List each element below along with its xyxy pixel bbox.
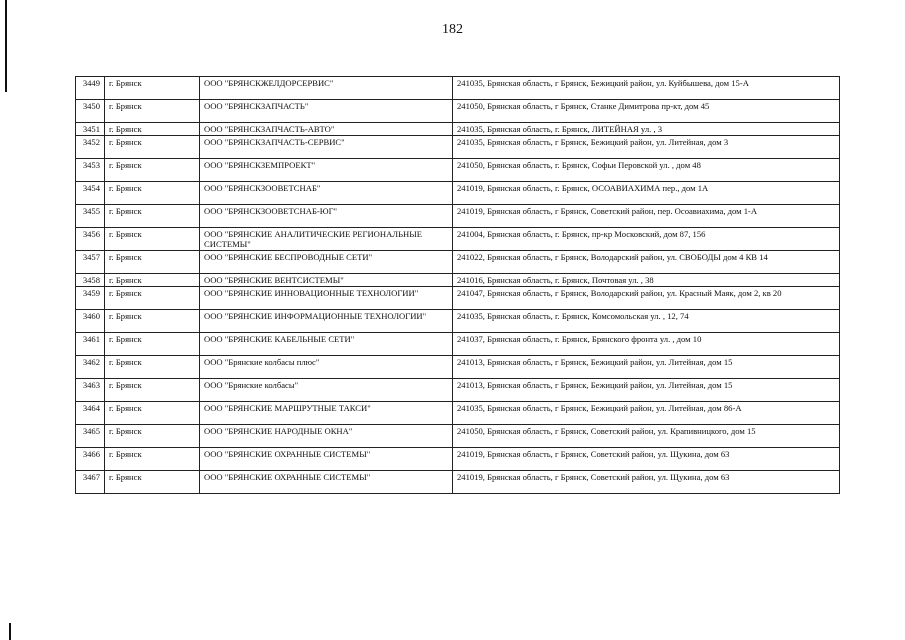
row-number: 3451 [76, 123, 105, 136]
row-number: 3458 [76, 274, 105, 287]
row-number: 3454 [76, 182, 105, 205]
table-row [76, 123, 840, 136]
row-city: г. Брянск [105, 287, 200, 310]
table-row [76, 471, 840, 494]
table-row [76, 356, 840, 379]
row-city: г. Брянск [105, 228, 200, 251]
row-city: г. Брянск [105, 205, 200, 228]
table-row [76, 287, 840, 310]
row-organization-name: ООО "БРЯНСКИЕ НАРОДНЫЕ ОКНА" [200, 425, 453, 448]
row-city: г. Брянск [105, 77, 200, 100]
row-address: 241019, Брянская область, г. Брянск, ОСОАВИАХИМА пер., дом 1А [453, 182, 840, 205]
table-row [76, 402, 840, 425]
table-row [76, 274, 840, 287]
table-row [76, 100, 840, 123]
table-row [76, 379, 840, 402]
row-city: г. Брянск [105, 333, 200, 356]
row-city: г. Брянск [105, 136, 200, 159]
row-organization-name: ООО "БРЯНСКИЕ КАБЕЛЬНЫЕ СЕТИ" [200, 333, 453, 356]
row-address: 241016, Брянская область, г. Брянск, Почтовая ул. , 38 [453, 274, 840, 287]
row-address: 241022, Брянская область, г Брянск, Володарский район, ул. СВОБОДЫ дом 4 КВ 14 [453, 251, 840, 274]
row-address: 241050, Брянская область, г. Брянск, Софьи Перовской ул. , дом 48 [453, 159, 840, 182]
row-city: г. Брянск [105, 182, 200, 205]
row-organization-name: ООО "БРЯНСКЗЕМПРОЕКТ" [200, 159, 453, 182]
row-city: г. Брянск [105, 159, 200, 182]
row-address: 241035, Брянская область, г. Брянск, Комсомольская ул. , 12, 74 [453, 310, 840, 333]
row-city: г. Брянск [105, 356, 200, 379]
row-number: 3455 [76, 205, 105, 228]
row-organization-name: ООО "Брянские колбасы" [200, 379, 453, 402]
table-row [76, 310, 840, 333]
row-number: 3462 [76, 356, 105, 379]
row-address: 241037, Брянская область, г. Брянск, Брянского фронта ул. , дом 10 [453, 333, 840, 356]
table-row [76, 448, 840, 471]
row-organization-name: ООО "БРЯНСКИЕ ВЕНТСИСТЕМЫ" [200, 274, 453, 287]
row-number: 3452 [76, 136, 105, 159]
scan-edge-mark-bottom [9, 623, 11, 640]
row-number: 3456 [76, 228, 105, 251]
row-organization-name: ООО "БРЯНСКИЕ ИННОВАЦИОННЫЕ ТЕХНОЛОГИИ" [200, 287, 453, 310]
row-address: 241035, Брянская область, г Брянск, Бежицкий район, ул. Литейная, дом 86-А [453, 402, 840, 425]
row-city: г. Брянск [105, 379, 200, 402]
row-number: 3449 [76, 77, 105, 100]
table-row [76, 251, 840, 274]
row-address: 241035, Брянская область, г Брянск, Бежицкий район, ул. Куйбышева, дом 15-А [453, 77, 840, 100]
row-organization-name: ООО "БРЯНСКЗАПЧАСТЬ-СЕРВИС" [200, 136, 453, 159]
row-city: г. Брянск [105, 274, 200, 287]
row-address: 241019, Брянская область, г Брянск, Советский район, ул. Щукина, дом 63 [453, 448, 840, 471]
row-address: 241035, Брянская область, г Брянск, Бежицкий район, ул. Литейная, дом 3 [453, 136, 840, 159]
table-row [76, 136, 840, 159]
scan-edge-mark-top [5, 0, 7, 92]
table-row [76, 333, 840, 356]
row-organization-name: ООО "БРЯНСКИЕ ИНФОРМАЦИОННЫЕ ТЕХНОЛОГИИ" [200, 310, 453, 333]
row-number: 3463 [76, 379, 105, 402]
row-organization-name: ООО "БРЯНСКЗООВЕТСНАБ" [200, 182, 453, 205]
row-organization-name: ООО "БРЯНСКЖЕЛДОРСЕРВИС" [200, 77, 453, 100]
row-organization-name: ООО "БРЯНСКИЕ БЕСПРОВОДНЫЕ СЕТИ" [200, 251, 453, 274]
table-row [76, 77, 840, 100]
row-organization-name: ООО "БРЯНСКЗООВЕТСНАБ-ЮГ" [200, 205, 453, 228]
row-city: г. Брянск [105, 471, 200, 494]
row-number: 3467 [76, 471, 105, 494]
row-number: 3461 [76, 333, 105, 356]
table-row [76, 159, 840, 182]
row-city: г. Брянск [105, 123, 200, 136]
row-address: 241013, Брянская область, г Брянск, Бежицкий район, ул. Литейная, дом 15 [453, 379, 840, 402]
row-address: 241019, Брянская область, г Брянск, Советский район, ул. Щукина, дом 63 [453, 471, 840, 494]
row-organization-name: ООО "БРЯНСКЗАПЧАСТЬ-АВТО" [200, 123, 453, 136]
row-number: 3464 [76, 402, 105, 425]
row-organization-name: ООО "БРЯНСКИЕ МАРШРУТНЫЕ ТАКСИ" [200, 402, 453, 425]
row-address: 241013, Брянская область, г Брянск, Бежицкий район, ул. Литейная, дом 15 [453, 356, 840, 379]
row-number: 3465 [76, 425, 105, 448]
row-city: г. Брянск [105, 100, 200, 123]
row-number: 3459 [76, 287, 105, 310]
row-address: 241047, Брянская область, г Брянск, Володарский район, ул. Красный Маяк, дом 2, кв 20 [453, 287, 840, 310]
row-address: 241019, Брянская область, г Брянск, Советский район, пер. Осоавиахима, дом 1-А [453, 205, 840, 228]
row-organization-name: ООО "БРЯНСКЗАПЧАСТЬ" [200, 100, 453, 123]
row-organization-name: ООО "БРЯНСКИЕ АНАЛИТИЧЕСКИЕ РЕГИОНАЛЬНЫЕ СИСТЕМЫ" [200, 228, 453, 251]
row-city: г. Брянск [105, 402, 200, 425]
row-city: г. Брянск [105, 251, 200, 274]
row-address: 241035, Брянская область, г. Брянск, ЛИТЕЙНАЯ ул. , 3 [453, 123, 840, 136]
table-row [76, 228, 840, 251]
row-address: 241050, Брянская область, г Брянск, Станке Димитрова пр-кт, дом 45 [453, 100, 840, 123]
page-number: 182 [442, 22, 463, 37]
row-organization-name: ООО "БРЯНСКИЕ ОХРАННЫЕ СИСТЕМЫ" [200, 471, 453, 494]
row-number: 3453 [76, 159, 105, 182]
row-number: 3450 [76, 100, 105, 123]
table-row [76, 425, 840, 448]
row-city: г. Брянск [105, 448, 200, 471]
row-number: 3457 [76, 251, 105, 274]
row-number: 3466 [76, 448, 105, 471]
row-organization-name: ООО "БРЯНСКИЕ ОХРАННЫЕ СИСТЕМЫ" [200, 448, 453, 471]
row-city: г. Брянск [105, 310, 200, 333]
table-row [76, 182, 840, 205]
table-row [76, 205, 840, 228]
row-number: 3460 [76, 310, 105, 333]
organizations-table [75, 76, 840, 494]
row-city: г. Брянск [105, 425, 200, 448]
row-organization-name: ООО "Брянские колбасы плюс" [200, 356, 453, 379]
row-address: 241050, Брянская область, г Брянск, Советский район, ул. Крапивницкого, дом 15 [453, 425, 840, 448]
row-address: 241004, Брянская область, г. Брянск, пр-кр Московский, дом 87, 156 [453, 228, 840, 251]
